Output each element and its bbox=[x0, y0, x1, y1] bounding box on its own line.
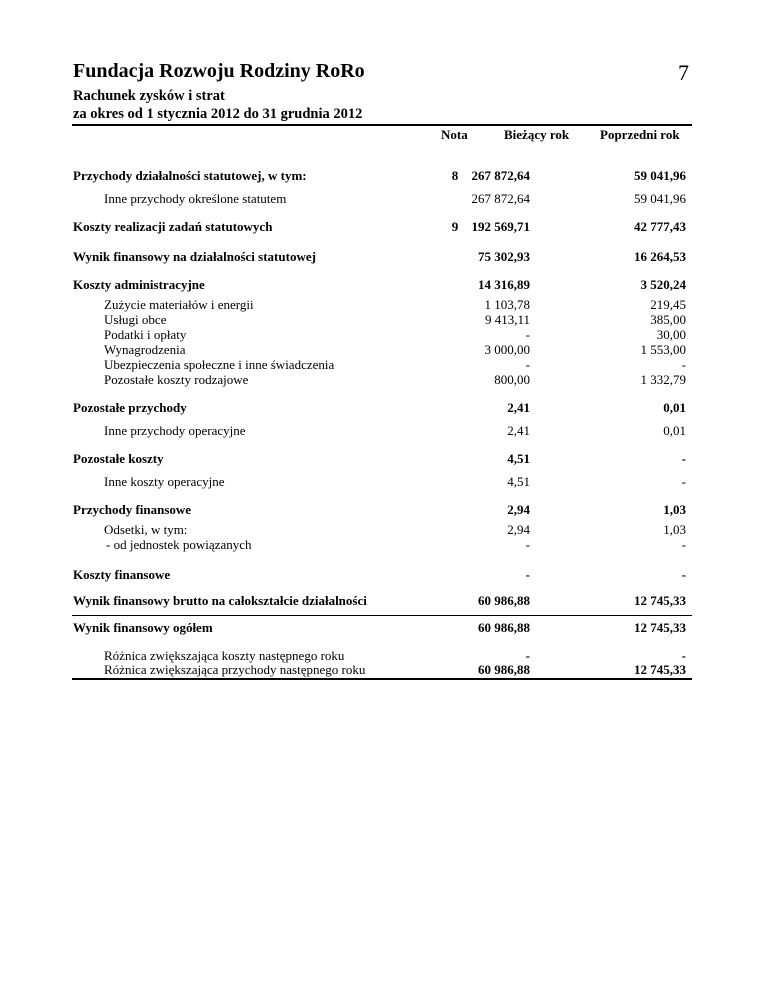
table-row bbox=[0, 191, 768, 207]
row-label: Koszty realizacji zadań statutowych bbox=[73, 219, 273, 234]
row-previous-value: - bbox=[681, 537, 686, 552]
row-label: Różnica zwiększająca koszty następnego roku bbox=[104, 648, 345, 663]
table-row bbox=[0, 312, 768, 328]
row-previous-value: - bbox=[681, 451, 686, 466]
table-row bbox=[0, 297, 768, 313]
table-row bbox=[0, 502, 768, 518]
row-previous-value: 42 777,43 bbox=[634, 219, 686, 234]
row-label: Przychody działalności statutowej, w tym: bbox=[73, 168, 307, 183]
row-current-value: - bbox=[525, 648, 530, 663]
row-previous-value: 0,01 bbox=[663, 423, 686, 438]
row-current-value: 192 569,71 bbox=[471, 219, 530, 234]
row-current-value: 60 986,88 bbox=[478, 662, 530, 677]
row-current-value: 60 986,88 bbox=[478, 593, 530, 608]
row-current-value: - bbox=[525, 327, 530, 342]
row-label: Inne przychody określone statutem bbox=[104, 191, 287, 206]
row-label: Inne koszty operacyjne bbox=[104, 474, 225, 489]
row-label: Przychody finansowe bbox=[73, 502, 192, 517]
row-current-value: - bbox=[525, 567, 530, 582]
row-previous-value: 1 553,00 bbox=[640, 342, 686, 357]
table-row bbox=[0, 249, 768, 265]
row-previous-value: 1,03 bbox=[663, 502, 686, 517]
row-previous-value: 385,00 bbox=[650, 312, 686, 327]
column-header-previous-year: Poprzedni rok bbox=[600, 127, 680, 142]
row-current-value: 75 302,93 bbox=[478, 249, 530, 264]
row-label: Zużycie materiałów i energii bbox=[104, 297, 254, 312]
row-nota: 8 bbox=[451, 168, 459, 183]
row-previous-value: 3 520,24 bbox=[640, 277, 686, 292]
row-label: Ubezpieczenia społeczne i inne świadczenia bbox=[104, 357, 335, 372]
column-header-nota: Nota bbox=[441, 127, 468, 142]
table-row bbox=[0, 327, 768, 343]
row-label: Koszty finansowe bbox=[73, 567, 171, 582]
row-current-value: 2,41 bbox=[507, 423, 530, 438]
row-label: Usługi obce bbox=[104, 312, 167, 327]
row-previous-value: 12 745,33 bbox=[634, 593, 686, 608]
row-label: Wynik finansowy na działalności statutowej bbox=[73, 249, 316, 264]
row-nota: 9 bbox=[451, 219, 459, 234]
row-current-value: 4,51 bbox=[507, 451, 530, 466]
table-row bbox=[0, 342, 768, 358]
table-row bbox=[0, 537, 768, 553]
row-current-value: 267 872,64 bbox=[471, 191, 530, 206]
row-previous-value: 12 745,33 bbox=[634, 662, 686, 677]
total-divider bbox=[72, 615, 692, 616]
row-current-value: 2,94 bbox=[507, 522, 530, 537]
row-label: Inne przychody operacyjne bbox=[104, 423, 246, 438]
row-previous-value: 0,01 bbox=[663, 400, 686, 415]
row-label: Wynik finansowy brutto na całokształcie działalności bbox=[73, 593, 367, 608]
row-previous-value: - bbox=[681, 648, 686, 663]
row-current-value: - bbox=[525, 357, 530, 372]
table-row bbox=[0, 168, 768, 184]
row-previous-value: 59 041,96 bbox=[634, 191, 686, 206]
organization-title: Fundacja Rozwoju Rodziny RoRo bbox=[73, 60, 365, 82]
table-row bbox=[0, 567, 768, 583]
column-header-current-year: Bieżący rok bbox=[504, 127, 570, 142]
table-row bbox=[0, 219, 768, 235]
row-label: - od jednostek powiązanych bbox=[106, 537, 252, 552]
row-previous-value: - bbox=[681, 474, 686, 489]
row-current-value: 9 413,11 bbox=[484, 312, 530, 327]
row-current-value: - bbox=[525, 537, 530, 552]
statement-title: Rachunek zysków i strat bbox=[73, 88, 225, 104]
header-divider bbox=[72, 124, 692, 126]
table-row bbox=[0, 277, 768, 293]
row-current-value: 1 103,78 bbox=[484, 297, 530, 312]
row-current-value: 4,51 bbox=[507, 474, 530, 489]
row-current-value: 800,00 bbox=[494, 372, 530, 387]
row-label: Pozostałe koszty rodzajowe bbox=[104, 372, 249, 387]
table-row bbox=[0, 357, 768, 373]
row-label: Różnica zwiększająca przychody następnego roku bbox=[104, 662, 366, 677]
row-previous-value: 16 264,53 bbox=[634, 249, 686, 264]
row-label: Podatki i opłaty bbox=[104, 327, 187, 342]
table-row bbox=[0, 620, 768, 636]
row-previous-value: 1 332,79 bbox=[640, 372, 686, 387]
row-current-value: 60 986,88 bbox=[478, 620, 530, 635]
table-row bbox=[0, 400, 768, 416]
row-label: Wynagrodzenia bbox=[104, 342, 186, 357]
table-row bbox=[0, 522, 768, 538]
row-label: Odsetki, w tym: bbox=[104, 522, 188, 537]
row-previous-value: 30,00 bbox=[656, 327, 686, 342]
row-label: Wynik finansowy ogółem bbox=[73, 620, 213, 635]
row-previous-value: 59 041,96 bbox=[634, 168, 686, 183]
row-current-value: 2,94 bbox=[507, 502, 530, 517]
row-current-value: 14 316,89 bbox=[478, 277, 530, 292]
row-previous-value: 219,45 bbox=[650, 297, 686, 312]
table-row bbox=[0, 474, 768, 490]
page-number: 7 bbox=[678, 60, 689, 85]
row-current-value: 267 872,64 bbox=[471, 168, 530, 183]
row-label: Koszty administracyjne bbox=[73, 277, 205, 292]
row-previous-value: - bbox=[681, 357, 686, 372]
statement-period: za okres od 1 stycznia 2012 do 31 grudnia 2012 bbox=[73, 106, 363, 122]
row-previous-value: 1,03 bbox=[663, 522, 686, 537]
row-current-value: 2,41 bbox=[507, 400, 530, 415]
table-row bbox=[0, 593, 768, 609]
row-previous-value: - bbox=[681, 567, 686, 582]
table-row bbox=[0, 372, 768, 388]
row-previous-value: 12 745,33 bbox=[634, 620, 686, 635]
table-row bbox=[0, 451, 768, 467]
row-label: Pozostałe przychody bbox=[73, 400, 187, 415]
bottom-divider bbox=[72, 678, 692, 680]
row-current-value: 3 000,00 bbox=[484, 342, 530, 357]
row-label: Pozostałe koszty bbox=[73, 451, 164, 466]
table-row bbox=[0, 423, 768, 439]
table-row bbox=[0, 662, 768, 678]
